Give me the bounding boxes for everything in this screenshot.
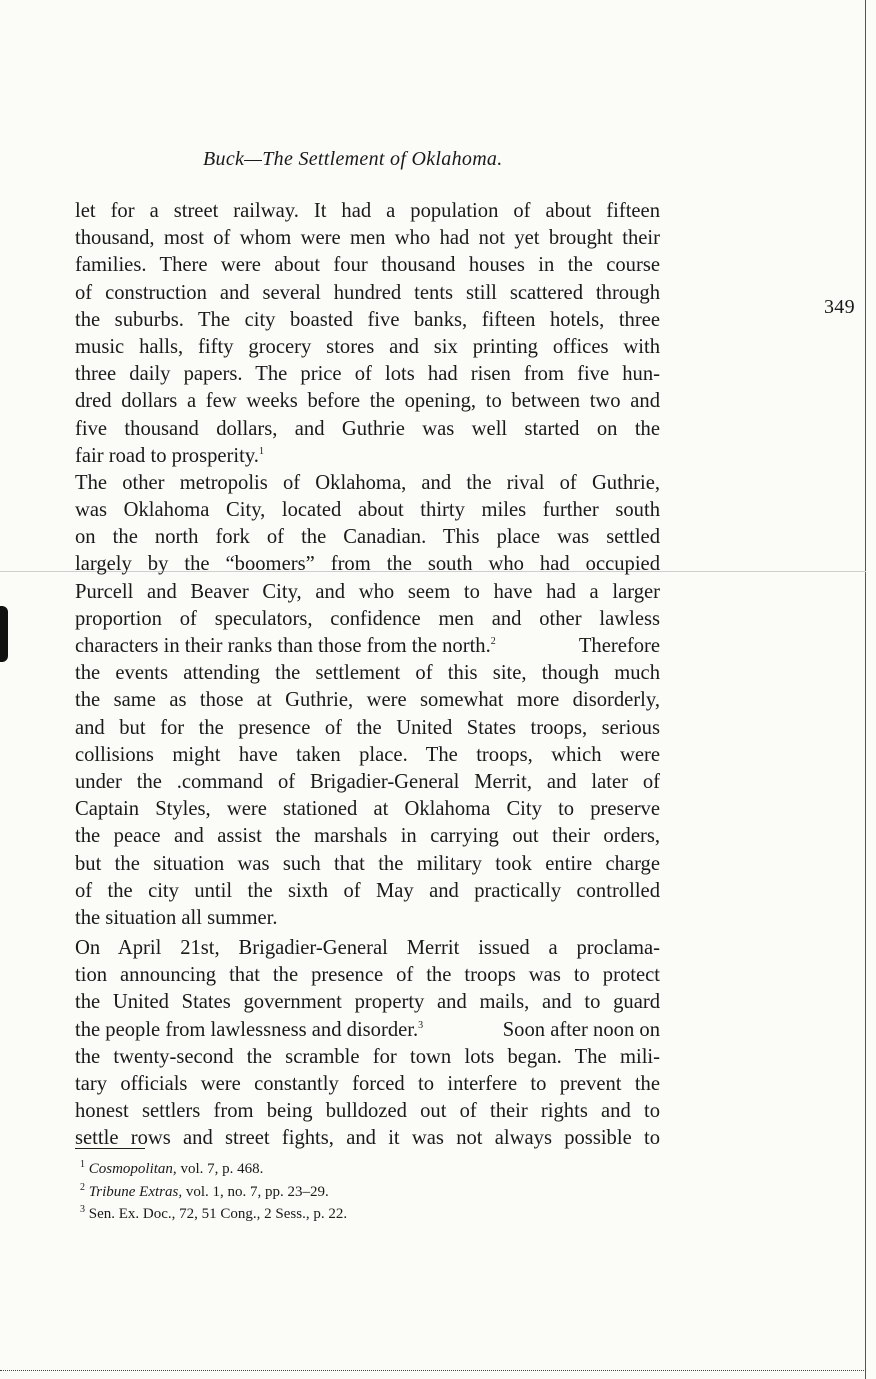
text-line: let for a street railway. It had a population of about fifteen bbox=[75, 200, 660, 222]
text-line: the peace and assist the marshals in carrying out their orders, bbox=[75, 825, 660, 848]
footnote-mark: 2 bbox=[80, 1181, 85, 1193]
text-line: music halls, fifty grocery stores and six printing offices with bbox=[75, 335, 660, 358]
text-line: of the city until the sixth of May and practically controlled bbox=[75, 879, 660, 902]
text-line: the United States government property and mails, and to guard bbox=[75, 991, 660, 1014]
text-line-content: Therefore bbox=[578, 635, 660, 657]
footnote bbox=[80, 1158, 580, 1181]
text-line: the events attending the settlement of this site, though much bbox=[75, 662, 660, 685]
text-line: of construction and several hundred tents still scattered through bbox=[75, 281, 660, 304]
page-right-edge bbox=[865, 0, 866, 1379]
footnotes bbox=[80, 1158, 580, 1226]
footnote-text: Sen. Ex. Doc., 72, 51 Cong., 2 Sess., p. 22. bbox=[88, 1206, 348, 1222]
text-line: collisions might have taken place. The troops, which were bbox=[75, 743, 660, 766]
binding-mark bbox=[0, 606, 8, 662]
footnote-source-title: Tribune Extras, bbox=[88, 1183, 183, 1200]
text-line: tary officials were constantly forced to interfere to prevent the bbox=[75, 1073, 660, 1095]
text-line: Purcell and Beaver City, and who seem to have had a larger bbox=[75, 580, 660, 603]
text-line: tion announcing that the presence of the troops was to protect bbox=[75, 964, 660, 987]
text-line: honest settlers from being bulldozed out of their rights and to bbox=[75, 1100, 660, 1123]
text-line: Captain Styles, were stationed at Oklahoma City to preserve bbox=[75, 798, 660, 821]
footnote-rule bbox=[75, 1148, 145, 1149]
footnote bbox=[80, 1181, 580, 1204]
text-line: the same as those at Guthrie, were somewhat more disorderly, bbox=[75, 689, 660, 712]
text-line: and but for the presence of the United States troops, serious bbox=[75, 716, 660, 739]
text-line: largely by the “boomers” from the south who had occupied bbox=[75, 553, 660, 576]
paragraph-start: On April 21st, Brigadier-General Merrit issued a proclama- bbox=[75, 937, 660, 960]
text-line bbox=[75, 633, 660, 660]
text-line: families. There were about four thousand houses in the course bbox=[75, 254, 660, 277]
running-title: Buck—The Settlement of Oklahoma. bbox=[203, 148, 503, 170]
page-number: 349 bbox=[824, 296, 855, 318]
body-text bbox=[75, 198, 660, 1153]
footnote-text: vol. 1, no. 7, pp. 23–29. bbox=[185, 1183, 329, 1200]
text-line: the situation all summer. bbox=[75, 906, 278, 929]
text-line: on the north fork of the Canadian. This place was settled bbox=[75, 526, 660, 549]
footnote-ref: 2 bbox=[490, 636, 496, 648]
footnote-source-title: Cosmopolitan, bbox=[88, 1161, 177, 1177]
footnote-mark: 1 bbox=[80, 1159, 85, 1170]
text-line-content: Soon after noon on bbox=[502, 1018, 660, 1041]
text-line: under the .command of Brigadier-General Merrit, and later of bbox=[75, 770, 660, 793]
text-line bbox=[75, 443, 660, 470]
text-line: settle rows and street fights, and it was not always possible to bbox=[75, 1127, 660, 1150]
text-line bbox=[75, 1017, 660, 1044]
text-line: dred dollars a few weeks before the opening, to between two and bbox=[75, 390, 660, 413]
text-line: the twenty-second the scramble for town lots began. The mili- bbox=[75, 1045, 660, 1068]
paragraph-start: The other metropolis of Oklahoma, and the rival of Guthrie, bbox=[75, 471, 660, 494]
footnote-ref: 1 bbox=[258, 445, 264, 457]
text-line-content: characters in their ranks than those from the north. bbox=[75, 635, 491, 657]
footnote-ref: 3 bbox=[418, 1019, 424, 1031]
text-line: the suburbs. The city boasted five banks, fifteen hotels, three bbox=[75, 308, 660, 331]
text-line-content: the people from lawlessness and disorder. bbox=[75, 1018, 419, 1041]
page-bottom-edge bbox=[0, 1370, 866, 1371]
footnote-mark: 3 bbox=[80, 1204, 85, 1215]
footnote-text: vol. 7, p. 468. bbox=[180, 1161, 264, 1177]
text-line: proportion of speculators, confidence men and other lawless bbox=[75, 607, 660, 630]
text-line: five thousand dollars, and Guthrie was well started on the bbox=[75, 417, 660, 440]
text-line: was Oklahoma City, located about thirty miles further south bbox=[75, 499, 660, 522]
footnote bbox=[80, 1203, 580, 1226]
text-line: thousand, most of whom were men who had not yet brought their bbox=[75, 227, 660, 250]
text-line: but the situation was such that the military took entire charge bbox=[75, 852, 660, 875]
text-line-content: fair road to prosperity. bbox=[75, 444, 259, 467]
text-line: three daily papers. The price of lots had risen from five hun- bbox=[75, 363, 660, 386]
